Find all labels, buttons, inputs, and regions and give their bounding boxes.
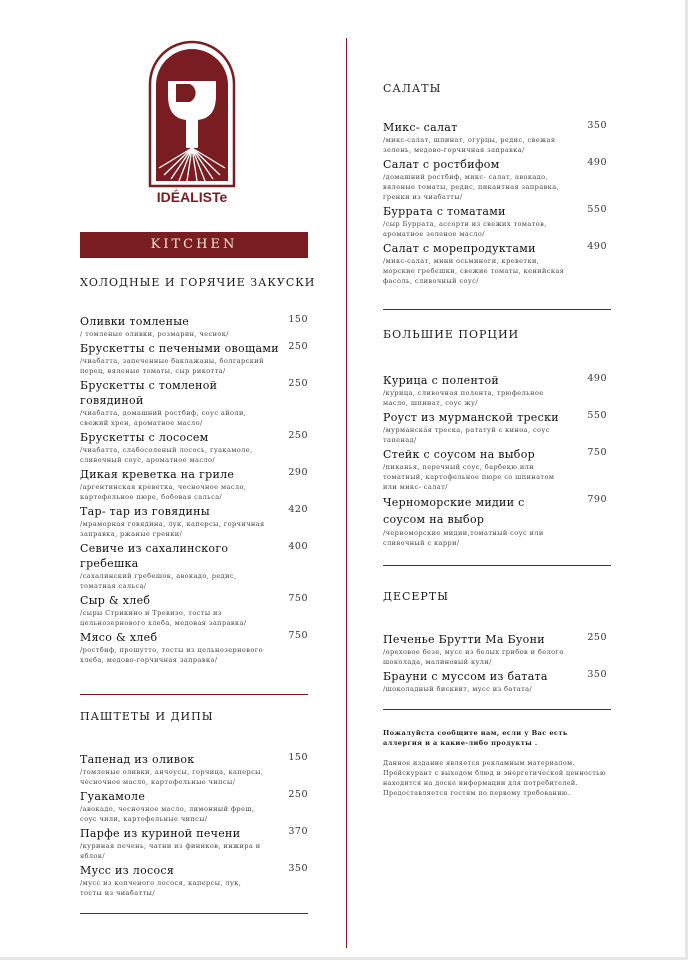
list-item — [80, 826, 308, 861]
item-name: Оливки томленые — [80, 315, 190, 328]
item-desc: /мурманская треска, рататуй с киноа, соус тапенад/ — [383, 426, 550, 444]
list-item — [80, 630, 308, 665]
item-name: Мясо & хлеб — [80, 631, 158, 644]
item-price: 400 — [288, 541, 308, 552]
item-desc: /ореховое безе, мусс из белых грибов и белого шоколада, малиновый кули/ — [383, 648, 564, 666]
item-price: 150 — [288, 314, 308, 325]
list-item — [383, 373, 607, 408]
item-desc: /аргентинская креветка, чесночное масло, картофельное пюре, бобовая сальса/ — [80, 483, 247, 501]
list-item — [80, 314, 308, 339]
item-name: Мусс из лосося — [80, 864, 175, 877]
divider — [80, 913, 308, 914]
item-price: 490 — [587, 241, 607, 252]
item-desc: /сахалинский гребешок, авокадо, редис, томатная сальса/ — [80, 572, 237, 590]
item-price: 290 — [288, 467, 308, 478]
item-desc: / томленые оливки, розмарин, чеснок/ — [80, 330, 229, 338]
brand-name: IDÉALISTe — [156, 189, 228, 205]
item-price: 550 — [587, 204, 607, 215]
item-price: 250 — [288, 789, 308, 800]
item-price: 490 — [587, 157, 607, 168]
disclaimer-note: Данное издание является рекламным материалом. Прейскурант с выходом блюд и энергетической ценностью находится на доске информации для потребителей. Предоставляется гостям по первому требованию. — [383, 759, 606, 797]
item-price: 490 — [587, 373, 607, 384]
item-price: 250 — [587, 632, 607, 643]
item-desc: /мусс из копченого лосося, каперсы, лук, тосты из чиабатты/ — [80, 879, 242, 897]
section-title-salads: САЛАТЫ — [383, 82, 442, 95]
list-item — [383, 632, 607, 667]
item-price: 350 — [587, 669, 607, 680]
list-item — [383, 204, 607, 239]
list-item — [80, 593, 308, 628]
item-name: Курица с полентой — [383, 374, 500, 387]
list-item — [80, 341, 308, 376]
item-price: 420 — [288, 504, 308, 515]
item-price: 250 — [288, 378, 308, 389]
item-name: Брускетты с томленой говядиной — [80, 379, 218, 407]
desserts-list — [383, 632, 607, 696]
item-desc: /томленые оливки, анчоусы, горчица, каперсы, чесночное масло, картофельные чипсы/ — [80, 768, 264, 786]
item-desc: /пиканья, перечный соус, барбекю или томатный, картофельное пюре со шпинатом или микс- салат/ — [383, 463, 555, 491]
item-name: Роуст из мурманской трески — [383, 411, 559, 424]
list-item — [383, 669, 607, 694]
item-price: 790 — [587, 494, 607, 505]
big-list — [383, 373, 607, 550]
divider — [383, 565, 611, 566]
item-name: Черноморские мидии с соусом на выбор — [383, 496, 525, 526]
item-desc: /ростбиф, прошутто, тосты из цельнозернового хлеба, медово-горчичная заправка/ — [80, 646, 263, 664]
item-name: Брускетты с лососем — [80, 431, 209, 444]
item-price: 750 — [288, 630, 308, 641]
item-name: Брауни с муссом из батата — [383, 670, 548, 683]
item-name: Дикая креветка на гриле — [80, 468, 235, 481]
allergy-note: Пожалуйста сообщите нам, если у Вас есть аллергия и а какие-либо продукты . — [383, 729, 568, 747]
item-name: Стейк с соусом на выбор — [383, 448, 535, 461]
item-desc: /авокадо, чесночное масло, лимонный фреш, соус чили, картофельные чипсы/ — [80, 805, 255, 823]
list-item — [80, 504, 308, 539]
list-item — [80, 541, 308, 591]
divider — [383, 309, 611, 310]
item-price: 750 — [288, 593, 308, 604]
list-item — [80, 752, 308, 787]
item-name: Тар- тар из говядины — [80, 505, 210, 518]
column-divider — [346, 38, 347, 948]
item-price: 350 — [288, 863, 308, 874]
section-title-cold-hot: ХОЛОДНЫЕ И ГОРЯЧИЕ ЗАКУСКИ — [80, 276, 316, 289]
item-desc: /сыр Буррата, ассорти из свежих томатов, ароматное зеленое масло/ — [383, 220, 547, 238]
item-price: 150 — [288, 752, 308, 763]
kitchen-banner: KITCHEN — [80, 232, 308, 258]
list-item — [383, 447, 607, 492]
list-item — [80, 378, 308, 428]
item-desc: /чиабатта, домашний ростбиф, соус айоли, свежий хрен, ароматное масло/ — [80, 409, 247, 427]
divider — [383, 709, 611, 710]
idealiste-logo — [146, 38, 238, 208]
item-name: Тапенад из оливок — [80, 753, 195, 766]
item-desc: /домашний ростбиф, микс- салат, авокадо, вяленые томаты, редис, пикантная заправка, гренки из чиабатты/ — [383, 173, 560, 201]
notes-block — [383, 728, 606, 798]
item-name: Печенье Брутти Ма Буони — [383, 633, 545, 646]
item-desc: /микс-салат, шпинат, огурцы, редис, свежая зелень, медово-горчичная заправка/ — [383, 136, 556, 154]
list-item — [80, 430, 308, 465]
section-title-desserts: ДЕСЕРТЫ — [383, 590, 449, 603]
item-desc: /куриная печень, чатни из фиников, инжира и яблок/ — [80, 842, 261, 860]
item-desc: /курица, сливочная полента, трюфельное масло, шпинат, соус жу/ — [383, 389, 544, 407]
list-item — [383, 120, 607, 155]
item-desc: /мраморная говядина, лук, каперсы, горчичная заправка, ржаные гренки/ — [80, 520, 265, 538]
item-price: 350 — [587, 120, 607, 131]
item-desc: /шоколадный бисквит, мусс из батата/ — [383, 685, 533, 693]
cold-hot-list — [80, 314, 308, 667]
list-item — [80, 863, 308, 898]
item-desc: /чиабатта, запеченные баклажаны, болгарский перец, вяленые томаты, сыр рикотта/ — [80, 357, 264, 375]
item-name: Буррата с томатами — [383, 205, 506, 218]
item-name: Салат с морепродуктами — [383, 242, 536, 255]
item-price: 250 — [288, 341, 308, 352]
item-price: 370 — [288, 826, 308, 837]
item-desc: /чиабатта, слабосоленый лосось, гуакамоле, сливочный соус, ароматное масло/ — [80, 446, 253, 464]
item-name: Севиче из сахалинского гребешка — [80, 542, 229, 570]
item-name: Микс- салат — [383, 121, 458, 134]
item-name: Парфе из куриной печени — [80, 827, 241, 840]
list-item — [383, 410, 607, 445]
section-title-big: БОЛЬШИЕ ПОРЦИИ — [383, 328, 520, 341]
section-title-pates: ПАШТЕТЫ И ДИПЫ — [80, 710, 214, 723]
item-desc: /микс-салат, мини осьминоги, креветки, морские гребешки, свежие томаты, кенийская фасоль, сливочный соус/ — [383, 257, 565, 285]
list-item — [383, 494, 607, 548]
pates-list — [80, 752, 308, 900]
list-item — [80, 789, 308, 824]
item-price: 550 — [587, 410, 607, 421]
item-desc: /сыры Стрикино и Тревизо, тосты из цельнозернового хлеба, медовая заправка/ — [80, 609, 247, 627]
list-item — [383, 157, 607, 202]
divider — [80, 694, 308, 695]
item-name: Сыр & хлеб — [80, 594, 151, 607]
item-name: Гуакамоле — [80, 790, 146, 803]
item-name: Брускетты с печеными овощами — [80, 342, 279, 355]
item-price: 750 — [587, 447, 607, 458]
item-name: Салат с ростбифом — [383, 158, 500, 171]
salads-list — [383, 120, 607, 288]
list-item — [383, 241, 607, 286]
list-item — [80, 467, 308, 502]
item-price: 250 — [288, 430, 308, 441]
item-desc: /черноморские мидии,томатный соус или сливочный с карри/ — [383, 529, 544, 547]
